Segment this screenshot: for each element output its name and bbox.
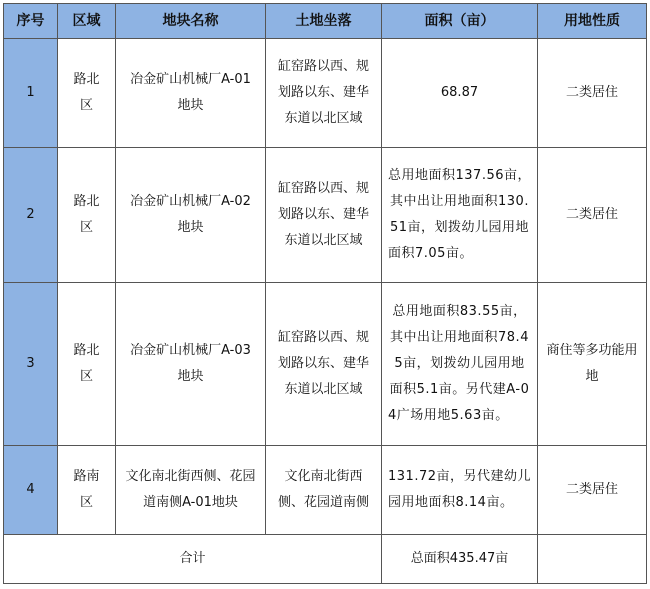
cell-land-use: 二类居住 [538, 446, 647, 535]
cell-parcel-name: 冶金矿山机械厂A-01地块 [116, 39, 266, 148]
cell-location: 缸窑路以西、规划路以东、建华东道以北区域 [266, 148, 382, 283]
total-value: 总面积435.47亩 [382, 535, 538, 584]
cell-seq: 2 [4, 148, 58, 283]
header-seq: 序号 [4, 4, 58, 39]
cell-district: 路北区 [58, 148, 116, 283]
header-parcel-name: 地块名称 [116, 4, 266, 39]
cell-parcel-name: 冶金矿山机械厂A-02地块 [116, 148, 266, 283]
total-empty-cell [538, 535, 647, 584]
header-area: 面积（亩） [382, 4, 538, 39]
cell-parcel-name: 冶金矿山机械厂A-03地块 [116, 283, 266, 446]
header-location: 土地坐落 [266, 4, 382, 39]
table-row [4, 39, 647, 148]
cell-seq: 1 [4, 39, 58, 148]
cell-location: 缸窑路以西、规划路以东、建华东道以北区域 [266, 39, 382, 148]
header-district: 区域 [58, 4, 116, 39]
cell-district: 路南区 [58, 446, 116, 535]
header-land-use: 用地性质 [538, 4, 647, 39]
table-total-row [4, 535, 647, 584]
table-row [4, 148, 647, 283]
cell-area: 总用地面积83.55亩，其中出让用地面积78.45亩，划拨幼儿园用地面积5.1亩。另代建A-04广场用地5.63亩。 [382, 283, 538, 446]
cell-area: 总用地面积137.56亩，其中出让用地面积130.51亩，划拨幼儿园用地面积7.05亩。 [382, 148, 538, 283]
cell-location: 文化南北街西侧、花园道南侧 [266, 446, 382, 535]
table-header-row [4, 4, 647, 39]
cell-area: 68.87 [382, 39, 538, 148]
cell-seq: 3 [4, 283, 58, 446]
cell-area: 131.72亩，另代建幼儿园用地面积8.14亩。 [382, 446, 538, 535]
table-row [4, 446, 647, 535]
cell-land-use: 二类居住 [538, 148, 647, 283]
cell-location: 缸窑路以西、规划路以东、建华东道以北区域 [266, 283, 382, 446]
cell-seq: 4 [4, 446, 58, 535]
cell-parcel-name: 文化南北街西侧、花园道南侧A-01地块 [116, 446, 266, 535]
table-row [4, 283, 647, 446]
land-parcel-table [3, 3, 647, 584]
cell-district: 路北区 [58, 39, 116, 148]
total-label: 合计 [4, 535, 382, 584]
cell-land-use: 二类居住 [538, 39, 647, 148]
cell-land-use: 商住等多功能用地 [538, 283, 647, 446]
cell-district: 路北区 [58, 283, 116, 446]
